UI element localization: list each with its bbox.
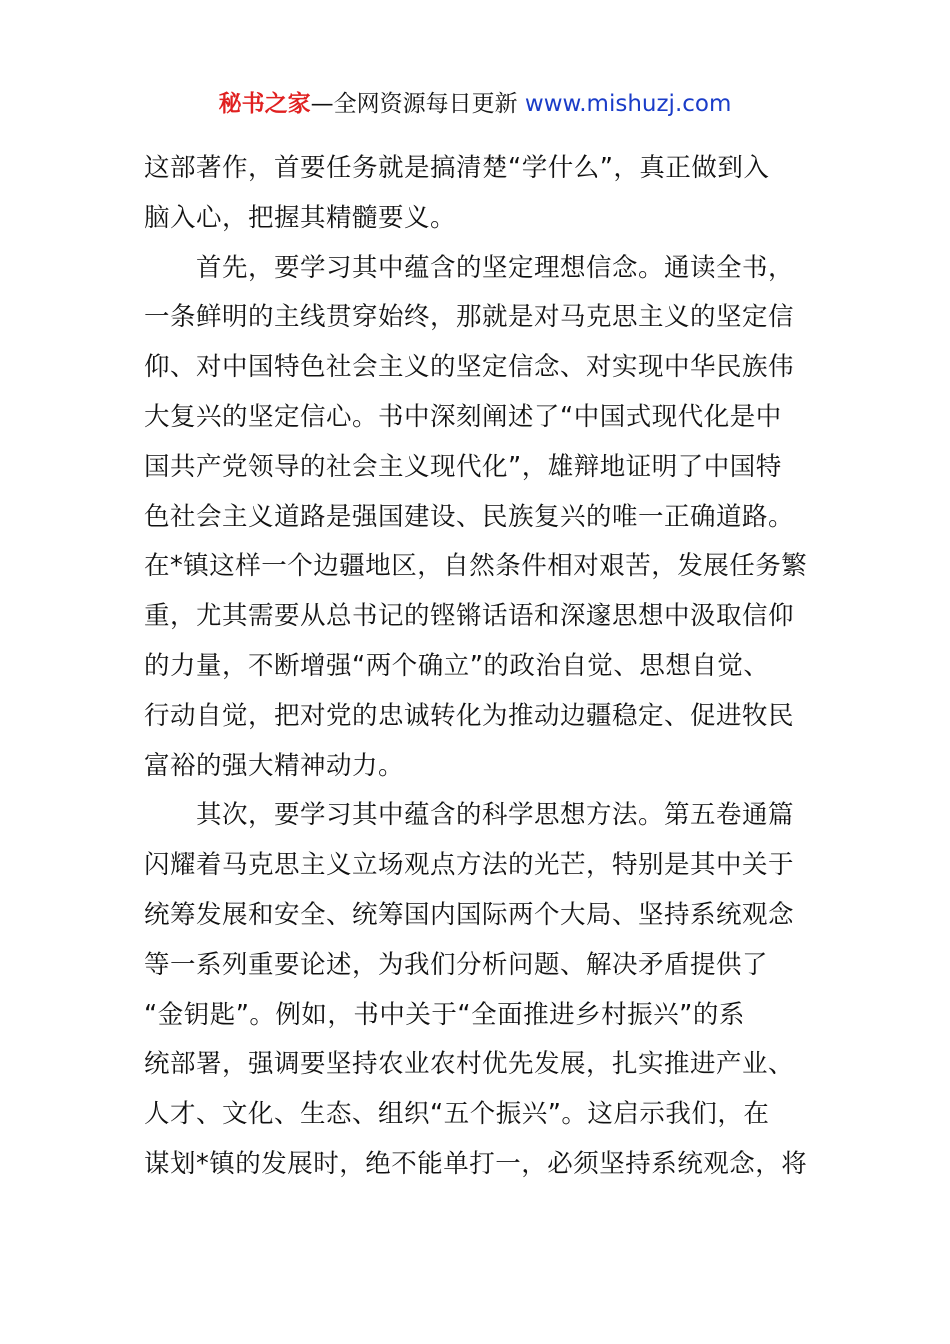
text-line: 其次，要学习其中蕴含的科学思想方法。第五卷通篇 xyxy=(144,800,795,831)
text-line: 人才、文化、生态、组织“五个振兴”。这启示我们，在 xyxy=(144,1099,770,1130)
paragraph-3 xyxy=(144,791,808,1189)
text-line: 一条鲜明的主线贯穿始终，那就是对马克思主义的坚定信 xyxy=(144,302,795,333)
text-line: 统筹发展和安全、统筹国内国际两个大局、坚持系统观念 xyxy=(144,899,795,930)
header-tagline: —全网资源每日更新 xyxy=(310,91,525,117)
text-line: 仰、对中国特色社会主义的坚定信念、对实现中华民族伟 xyxy=(144,352,795,383)
text-line: 脑入心，把握其精髓要义。 xyxy=(144,202,457,233)
text-line: 闪耀着马克思主义立场观点方法的光芒，特别是其中关于 xyxy=(144,850,795,881)
text-line: 这部著作，首要任务就是搞清楚“学什么”，真正做到入 xyxy=(144,153,770,183)
text-line: 行动自觉，把对党的忠诚转化为推动边疆稳定、促进牧民 xyxy=(144,700,795,731)
text-line: “金钥匙”。例如，书中关于“全面推进乡村振兴”的系 xyxy=(144,999,745,1030)
text-line: 国共产党领导的社会主义现代化”，雄辩地证明了中国特 xyxy=(144,451,782,482)
text-line: 富裕的强大精神动力。 xyxy=(144,750,405,781)
page-header xyxy=(0,86,950,122)
text-line: 重，尤其需要从总书记的铿锵话语和深邃思想中汲取信仰 xyxy=(144,601,795,632)
document-body xyxy=(144,144,808,1190)
paragraph-2 xyxy=(144,244,808,792)
paragraph-1 xyxy=(144,144,808,244)
text-line: 首先，要学习其中蕴含的坚定理想信念。通读全书， xyxy=(144,252,795,283)
text-line: 色社会主义道路是强国建设、民族复兴的唯一正确道路。 xyxy=(144,501,795,532)
header-brand: 秘书之家 xyxy=(218,91,311,117)
text-line: 大复兴的坚定信心。书中深刻阐述了“中国式现代化是中 xyxy=(144,401,782,432)
header-url[interactable]: www.mishuzj.com xyxy=(524,91,732,117)
text-line: 等一系列重要论述，为我们分析问题、解决矛盾提供了 xyxy=(144,949,769,980)
text-line: 在*镇这样一个边疆地区，自然条件相对艰苦，发展任务繁 xyxy=(144,551,808,582)
text-line: 的力量，不断增强“两个确立”的政治自觉、思想自觉、 xyxy=(144,650,770,681)
text-line: 谋划*镇的发展时，绝不能单打一，必须坚持系统观念，将 xyxy=(144,1148,808,1179)
text-line: 统部署，强调要坚持农业农村优先发展，扎实推进产业、 xyxy=(144,1049,795,1080)
